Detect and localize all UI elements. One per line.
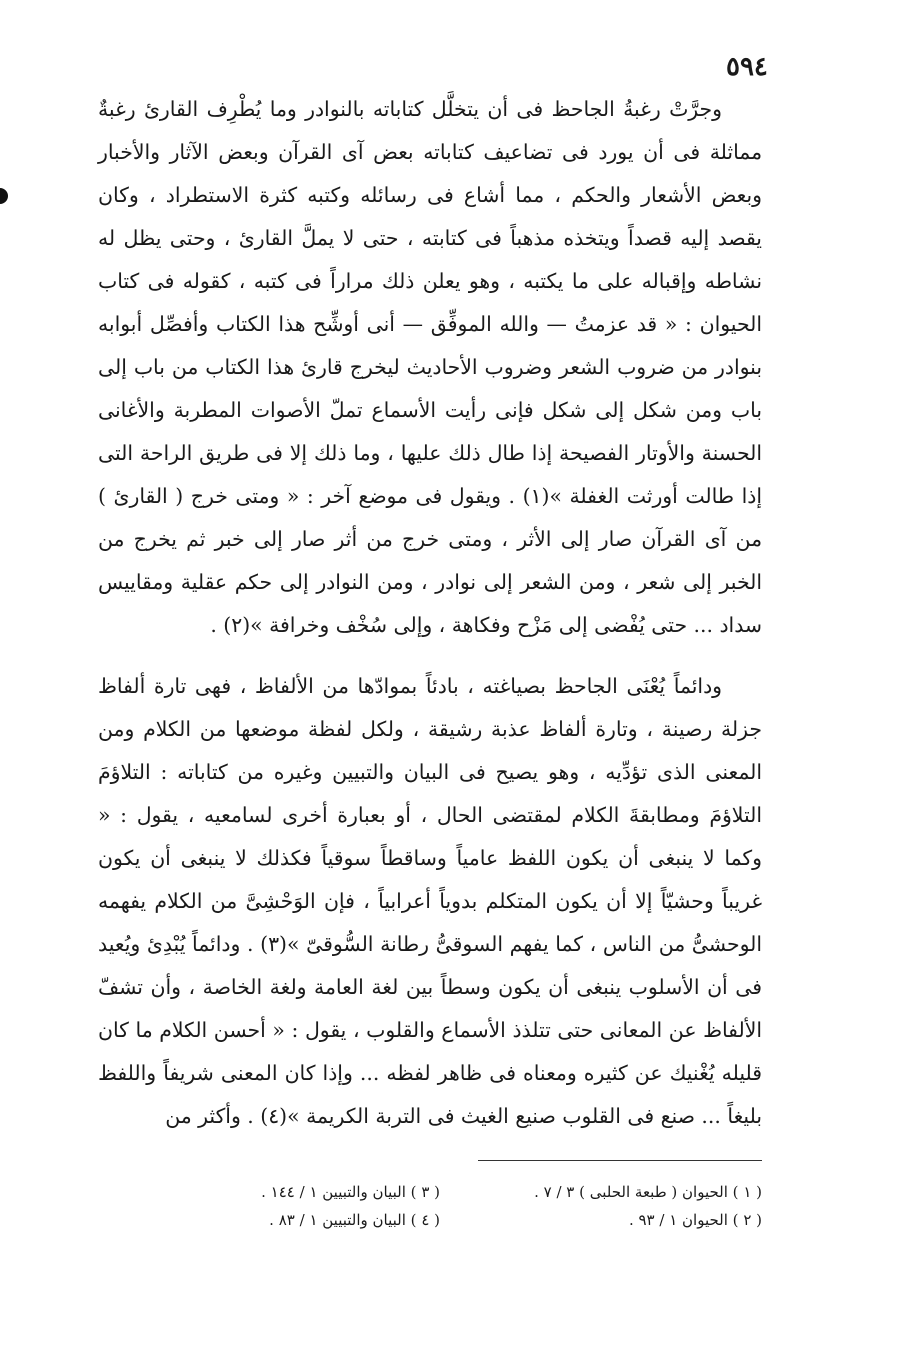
footnotes-left-column [140,1178,440,1234]
footnote-2: ( ٢ ) الحيوان ١ / ٩٣ . [628,1211,762,1229]
paragraph-1: وجرَّتْ رغبةُ الجاحظ فى أن يتخلَّل كتاباته بالنوادر وما يُطْرِف القارئ رغبةٌ مماثلة فى أن يورد فى تضاعيف كتاباته بعض آى القرآن وبعض الآثار والأخبار وبعض الأشعار والحكم ، مما أشاع فى رسائله وكتبه كثرة الاستطراد ، وكان يقصد إليه قصداً ويتخذه مذهباً فى كتابته ، حتى لا يملَّ القارئ ، وحتى يظل له نشاطه وإقباله على ما يكتبه ، وهو يعلن ذلك مراراً فى كتبه ، كقوله فى كتاب الحيوان : « قد عزمتُ — والله الموفِّق — أنى أوشِّح هذا الكتاب وأفصِّل أبوابه بنوادر من ضروب الشعر وضروب الأحاديث ليخرج قارئ هذا الكتاب من باب إلى باب ومن شكل إلى شكل فإنى رأيت الأسماع تملّ الأصوات المطربة والأغانى الحسنة والأوتار الفصيحة إذا طال ذلك عليها ، وما ذلك إلا فى طريق الراحة التى إذا طالت أورثت الغفلة »(١) . ويقول فى موضع آخر : « ومتى خرج ( القارئ ) من آى القرآن صار إلى الأثر ، ومتى خرج من أثر صار إلى خبر ثم يخرج من الخبر إلى شعر ، ومن الشعر إلى نوادر ، ومن النوادر إلى حكم عقلية ومقاييس سداد ... حتى يُفْضى إلى مَزْح وفكاهة ، وإلى سُخْف وخرافة »(٢) . [98,97,762,637]
paragraph-2: ودائماً يُعْنَى الجاحظ بصياغته ، بادئاً بموادّها من الألفاظ ، فهى تارة ألفاظ جزلة رصينة ، وتارة ألفاظ عذبة رشيقة ، ولكل لفظة موضعها من الكلام ومن المعنى الذى تؤدِّيه ، وهو يصيح فى البيان والتبيين وغيره من كتاباته : التلاؤمَ التلاؤمَ ومطابقةَ الكلام لمقتضى الحال ، أو بعبارة أخرى لسامعيه ، يقول : « وكما لا ينبغى أن يكون اللفظ عامياً وساقطاً سوقياً فكذلك لا ينبغى أن يكون غريباً وحشيّاً إلا أن يكون المتكلم بدوياً أعرابياً ، فإن الوَحْشِىَّ من الكلام يفهمه الوحشىُّ من الناس ، كما يفهم السوقىُّ رطانة السُّوقىّ »(٣) . ودائماً يُبْدِئ ويُعيد فى أن الأسلوب ينبغى أن يكون وسطاً بين لغة العامة ولغة الخاصة ، وأن تشفّ الألفاظ عن المعانى حتى تتلذذ الأسماع والقلوب ، يقول : « أحسن الكلام ما كان قليله يُغْنيك عن كثيره ومعناه فى ظاهر لفظه ... وإذا كان المعنى شريفاً واللفظ بليغاً ... صنع فى القلوب صنيع الغيث فى التربة الكريمة »(٤) . وأكثر من [98,674,762,1128]
footnote-3: ( ٣ ) البيان والتبيين ١ / ١٤٤ . [261,1183,440,1201]
page-edge-mark [0,188,8,204]
page-number: ٥٩٤ [726,52,768,82]
footnote-divider [478,1160,762,1161]
main-text [98,88,762,1138]
footnote-1: ( ١ ) الحيوان ( طبعة الحلبى ) ٣ / ٧ . [534,1183,762,1201]
footnote-4: ( ٤ ) البيان والتبيين ١ / ٨٣ . [269,1211,440,1229]
footnotes-right-column [462,1178,762,1234]
